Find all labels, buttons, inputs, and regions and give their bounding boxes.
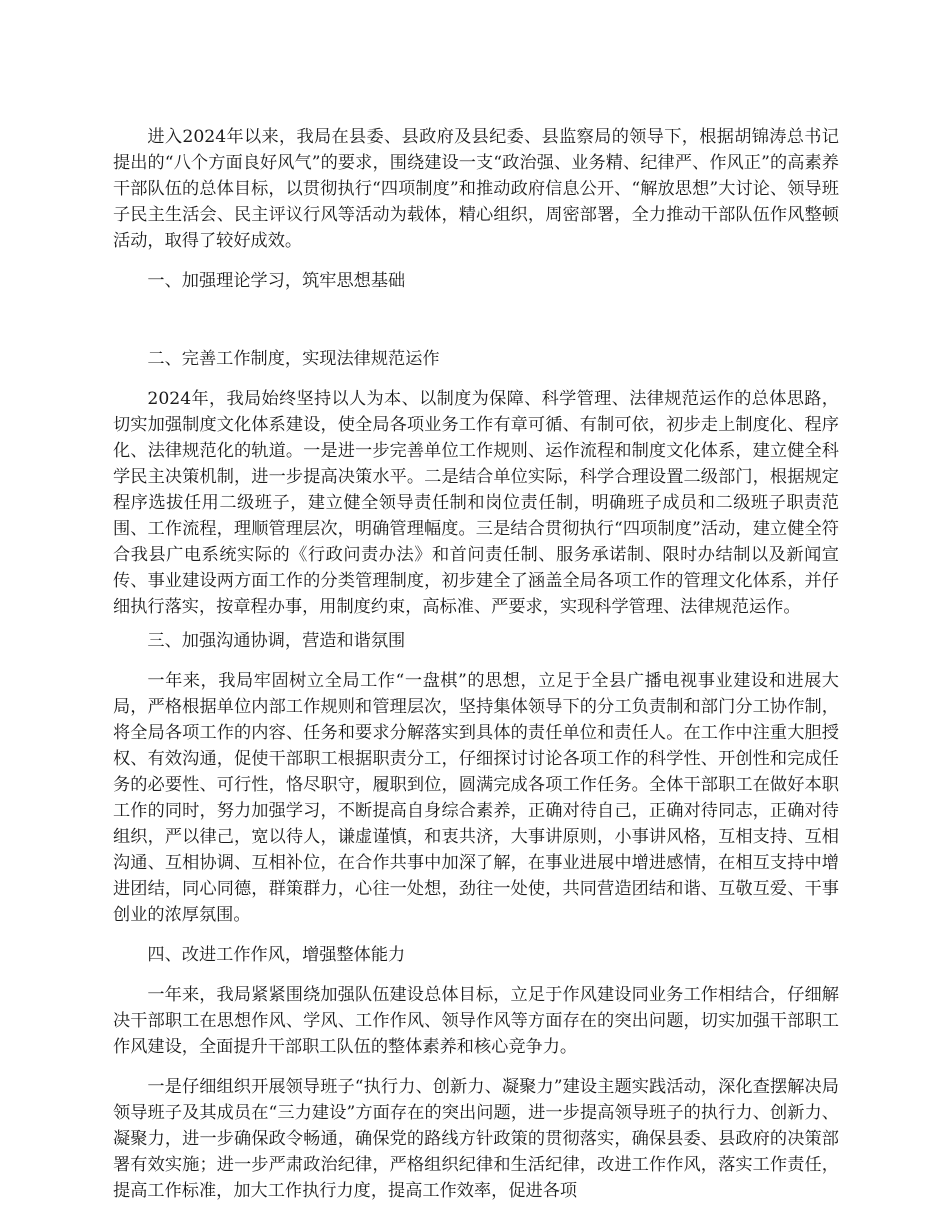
section-2-paragraph: 2024年，我局始终坚持以人为本、以制度为保障、科学管理、法律规范运作的总体思路，切实加强制度文化体系建设，使全局各项业务工作有章可循、有制可依，初步走上制度化、程序化、法律规范化的轨道。一是进一步完善单位工作规则、运作流程和制度文化体系，建立健全科学民主决策机制，进一步提高决策水平。二是结合单位实际，科学合理设置二级部门，根据规定程序选拔任用二级班子，建立健全领导责任制和岗位责任制，明确班子成员和二级班子职责范围、工作流程，理顺管理层次，明确管理幅度。三是结合贯彻执行“四项制度”活动，建立健全符合我县广电系统实际的《行政问责办法》和首问责任制、服务承诺制、限时办结制以及新闻宣传、事业建设两方面工作的分类管理制度，初步建全了涵盖全局各项工作的管理文化体系，并仔细执行落实，按章程办事，用制度约束，高标准、严要求，实现科学管理、法律规范运作。 [113,389,839,617]
document-body [113,124,839,1204]
section-4-paragraph-2: 一是仔细组织开展领导班子“执行力、创新力、凝聚力”建设主题实践活动，深化查摆解决局领导班子及其成员在“三力建设”方面存在的突出问题，进一步提高领导班子的执行力、创新力、凝聚力，进一步确保政令畅通，确保党的路线方针政策的贯彻落实，确保县委、县政府的决策部署有效实施；进一步严肃政治纪律，严格组织纪律和生活纪律，改进工作作风，落实工作责任，提高工作标准，加大工作执行力度，提高工作效率，促进各项 [113,1077,839,1201]
section-heading-4: 四、改进工作作风，增强整体能力 [147,945,406,965]
intro-paragraph: 进入2024年以来，我局在县委、县政府及县纪委、县监察局的领导下，根据胡锦涛总书记提出的“八个方面良好风气”的要求，围绕建设一支“政治强、业务精、纪律严、作风正”的高素养干部队伍的总体目标，以贯彻执行“四项制度”和推动政府信息公开、“解放思想”大讨论、领导班子民主生活会、民主评议行风等活动为载体，精心组织，周密部署，全力推动干部队伍作风整顿活动，取得了较好成效。 [113,127,839,251]
section-3-paragraph: 一年来，我局牢固树立全局工作“一盘棋”的思想，立足于全县广播电视事业建设和进展大局，严格根据单位内部工作规则和管理层次，坚持集体领导下的分工负责制和部门分工协作制，将全局各项工作的内容、任务和要求分解落实到具体的责任单位和责任人。在工作中注重大胆授权、有效沟通，促使干部职工根据职责分工，仔细探讨讨论各项工作的科学性、开创性和完成任务的必要性、可行性，恪尽职守，履职到位，圆满完成各项工作任务。全体干部职工在做好本职工作的同时，努力加强学习，不断提高自身综合素养，正确对待自己，正确对待同志，正确对待组织，严以律己，宽以待人，谦虚谨慎，和衷共济，大事讲原则，小事讲风格，互相支持、互相沟通、互相协调、互相补位，在合作共事中加深了解，在事业进展中增进感情，在相互支持中增进团结，同心同德，群策群力，心往一处想，劲往一处使，共同营造团结和谐、互敬互爱、干事创业的浓厚氛围。 [113,671,839,925]
section-heading-2: 二、完善工作制度，实现法律规范运作 [147,349,440,369]
section-heading-1: 一、加强理论学习，筑牢思想基础 [147,271,406,291]
section-heading-3: 三、加强沟通协调，营造和谐氛围 [147,631,406,651]
section-4-paragraph-1: 一年来，我局紧紧围绕加强队伍建设总体目标，立足于作风建设同业务工作相结合，仔细解决干部职工在思想作风、学风、工作作风、领导作风等方面存在的突出问题，切实加强干部职工作风建设，全面提升干部职工队伍的整体素养和核心竞争力。 [113,985,839,1057]
